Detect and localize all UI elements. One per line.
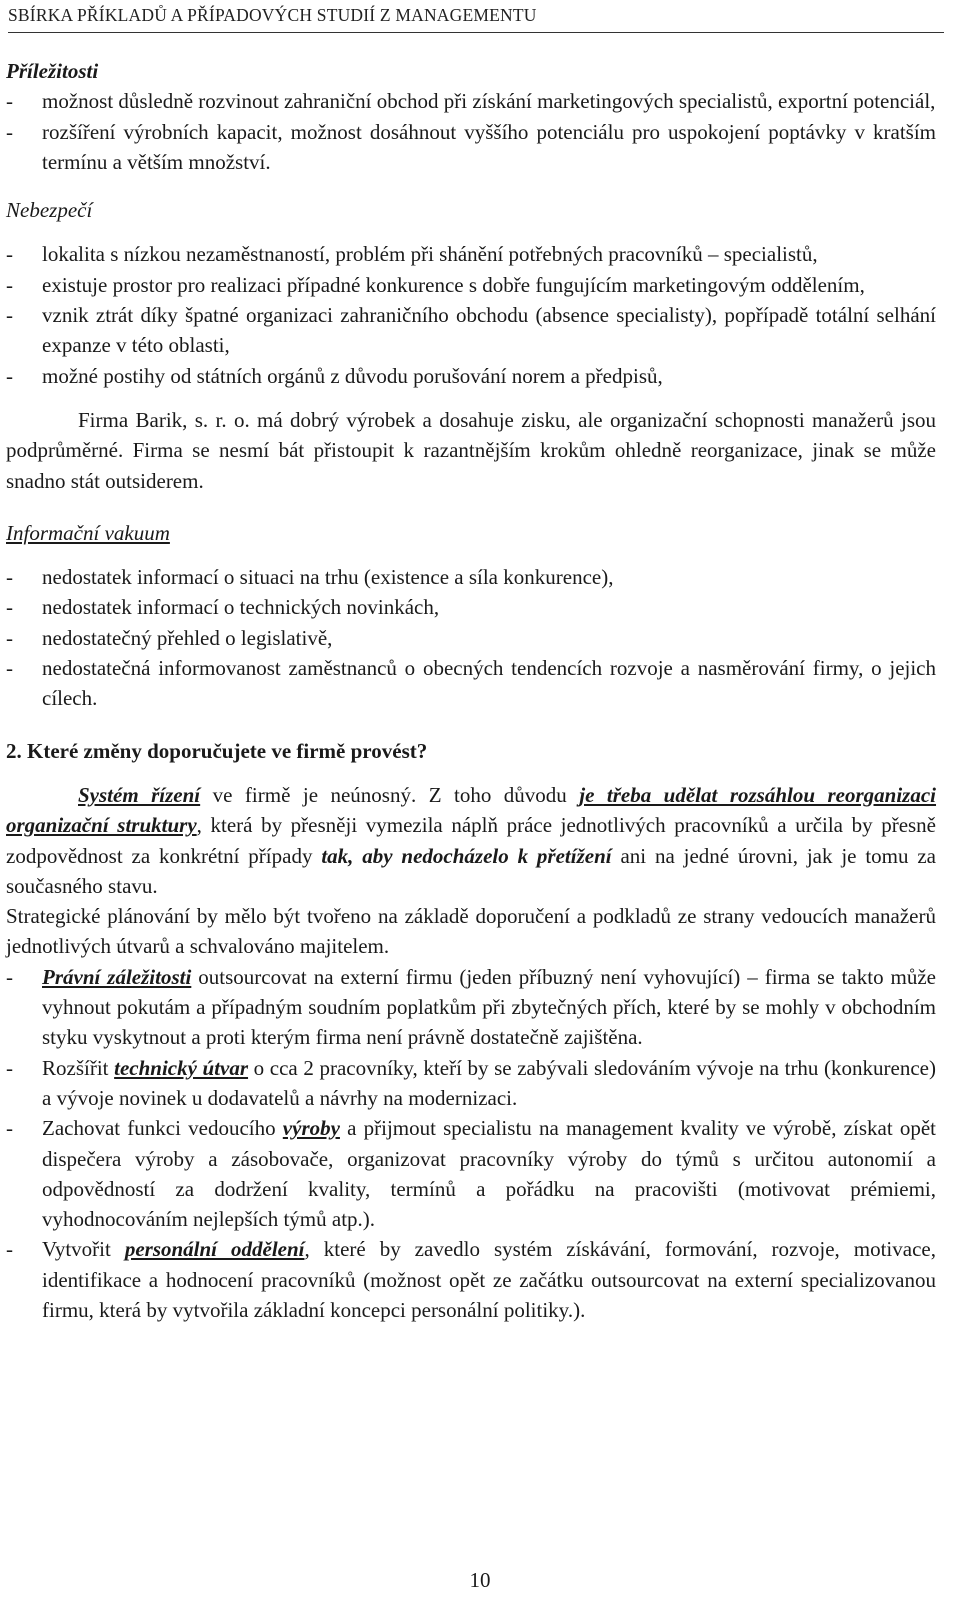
bullet-dash: - [6,89,13,114]
heading-vakuum: Informační vakuum [6,520,170,545]
list-item: - možné postihy od státních orgánů z důvodu porušování norem a předpisů, [6,361,936,391]
bullet-dash: - [6,119,13,144]
list-item: - Rozšířit technický útvar o cca 2 pracovníky, kteří by se zabývali sledováním vývoje na trhu (konkurence) a vývoje novinek u dodavatelů a návrhy na modernizaci. [6,1053,936,1114]
bullet-dash: - [6,1055,13,1080]
header-title: SBÍRKA PŘÍKLADŮ A PŘÍPADOVÝCH STUDIÍ Z MANAGEMENTU [8,5,537,25]
bullet-dash: - [6,303,13,328]
bullet-dash: - [6,964,13,989]
bullet-dash: - [6,625,13,650]
bullet-dash: - [6,565,13,590]
document-body [6,56,936,1325]
list-item: - Právní záležitosti outsourcovat na externí firmu (jeden příbuzný není vyhovující) – firma se takto může vyhnout pokutám a případným soudním poplatkům při zbytečných přích, které by se mohly v obchodním styku vyskytnout a proti kterým firma není právně dostatečně zajištěna. [6,962,936,1053]
question-heading: 2. Které změny doporučujete ve firmě provést? [6,738,428,763]
list-item: - nedostatečná informovanost zaměstnanců o obecných tendencích rozvoje a nasměrování firmy, o jejich cílech. [6,653,936,714]
list-item: - Vytvořit personální oddělení, které by zavedlo systém získávání, formování, rozvoje, motivace, identifikace a hodnocení pracovníků (možnost opět ze začátku outsourcovat na externí specializovanou firmu, která by vytvořila základní koncepci personální politiky.). [6,1234,936,1325]
heading-prilezitosti: Příležitosti [6,59,99,83]
bullet-dash: - [6,595,13,620]
heading-nebezpeci: Nebezpečí [6,198,93,223]
list-item: - rozšíření výrobních kapacit, možnost dosáhnout vyššího potenciálu pro uspokojení poptávky v kratším termínu a větším množství. [6,117,936,178]
list-item: - nedostatečný přehled o legislativě, [6,623,936,653]
list-item: - existuje prostor pro realizaci případné konkurence s dobře fungujícím marketingovým oddělením, [6,270,936,300]
list-item: - nedostatek informací o situaci na trhu (existence a síla konkurence), [6,562,936,592]
summary-paragraph: Firma Barik, s. r. o. má dobrý výrobek a dosahuje zisku, ale organizační schopnosti manažerů jsou podprůměrné. Firma se nesmí bát přistoupit k razantnějším krokům ohledně reorganizace, jinak se může snadno stát outsiderem. [6,407,936,493]
answer-paragraph: Strategické plánování by mělo být tvořeno na základě doporučení a podkladů ze strany vedoucích manažerů jednotlivých útvarů a schvalováno majitelem. [6,904,936,959]
page-number: 10 [469,1568,491,1592]
bullet-dash: - [6,1237,13,1262]
page-header [8,2,944,33]
list-item: - Zachovat funkci vedoucího výroby a přijmout specialistu na management kvality ve výrobě, získat opět dispečera výroby a zásobovače, organizovat pracovníky výroby do týmů s určitou autonomií a odpovědností za dodržení kvality, termínů a pořádku na pracovišti (motivovat prémiemi, vyhodnocováním nejlepších týmů atp.). [6,1113,936,1234]
list-item: - možnost důsledně rozvinout zahraniční obchod při získání marketingových specialistů, exportní potenciál, [6,86,936,116]
bullet-dash: - [6,242,13,267]
list-item: - nedostatek informací o technických novinkách, [6,592,936,622]
list-item: - lokalita s nízkou nezaměstnaností, problém při shánění potřebných pracovníků – specialistů, [6,239,936,269]
bullet-dash: - [6,656,13,681]
list-item: - vznik ztrát díky špatné organizaci zahraničního obchodu (absence specialisty), popřípadě totální selhání expanze v této oblasti, [6,300,936,361]
bullet-dash: - [6,363,13,388]
bullet-dash: - [6,272,13,297]
bullet-dash: - [6,1116,13,1141]
answer-paragraph: Systém řízení ve firmě je neúnosný. Z toho důvodu je třeba udělat rozsáhlou reorganizaci organizační struktury, která by přesněji vymezila náplň práce jednotlivých pracovníků a určila by přesně zodpovědnost za konkrétní případy tak, aby nedocházelo k přetížení ani na jedné úrovni, jak je tomu za současného stavu. [6,782,937,898]
